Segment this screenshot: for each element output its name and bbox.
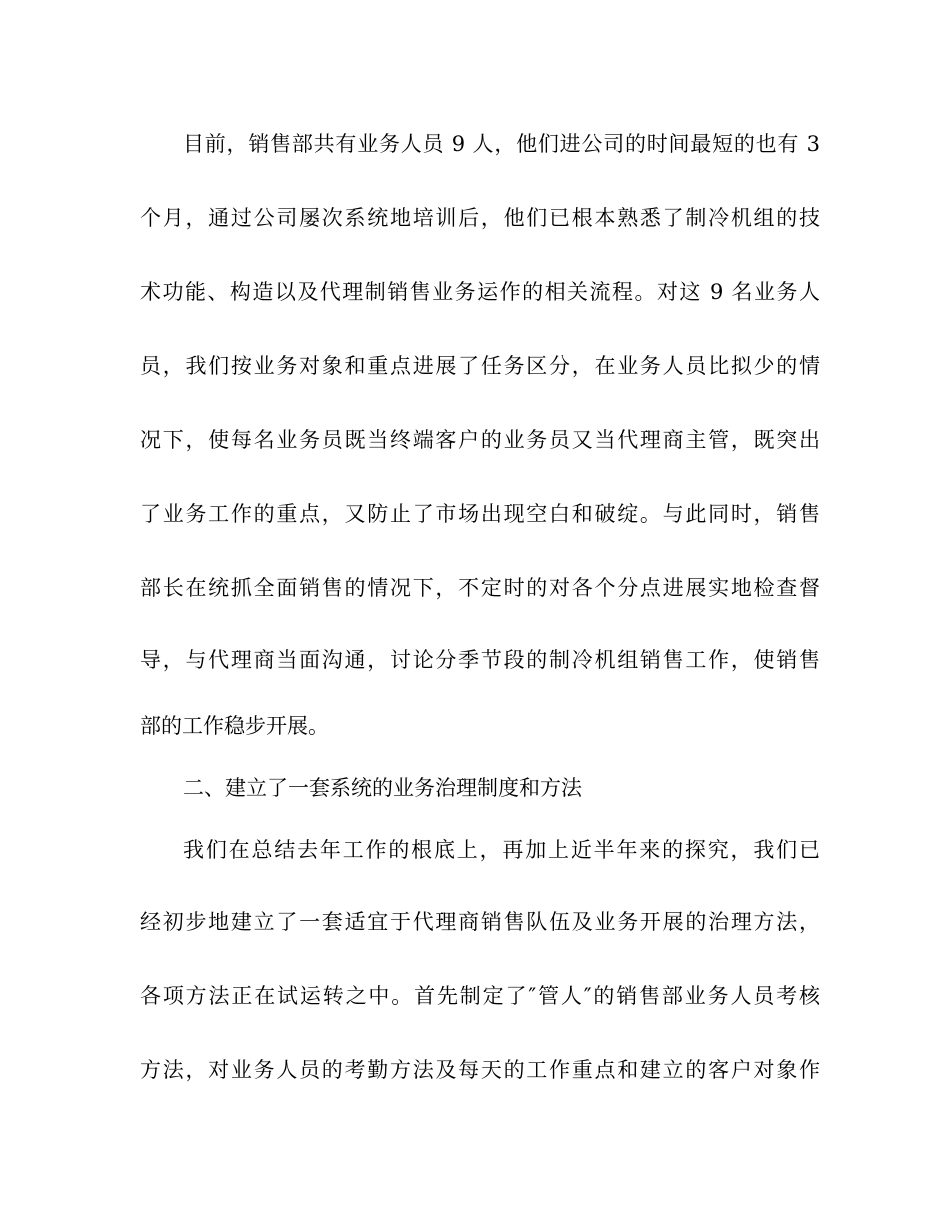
paragraph-1-line-3: 术功能、构造以及代理制销售业务运作的相关流程。对这 9 名业务人	[140, 280, 820, 304]
paragraph-2-line-1: 我们在总结去年工作的根底上，再加上近半年来的探究，我们已	[183, 838, 820, 862]
paragraph-1-line-2: 个月，通过公司屡次系统地培训后，他们已根本熟悉了制冷机组的技	[140, 206, 820, 230]
paragraph-1-line-1: 目前，销售部共有业务人员 9 人，他们进公司的时间最短的也有 3	[183, 132, 820, 156]
paragraph-2-line-4: 方法，对业务人员的考勤方法及每天的工作重点和建立的客户对象作	[140, 1058, 820, 1082]
section-heading: 二、建立了一套系统的业务治理制度和方法	[183, 776, 582, 800]
paragraph-1-line-4: 员，我们按业务对象和重点进展了任务区分，在业务人员比拟少的情	[140, 354, 820, 378]
paragraph-2-line-3: 各项方法正在试运转之中。首先制定了″管人″的销售部业务人员考核	[140, 984, 820, 1008]
paragraph-2-line-2: 经初步地建立了一套适宜于代理商销售队伍及业务开展的治理方法，	[140, 910, 820, 934]
paragraph-1-line-5: 况下，使每名业务员既当终端客户的业务员又当代理商主管，既突出	[140, 428, 820, 452]
paragraph-1-line-9: 部的工作稳步开展。	[140, 714, 329, 738]
paragraph-1-line-6: 了业务工作的重点，又防止了市场出现空白和破绽。与此同时，销售	[140, 502, 820, 526]
paragraph-1-line-8: 导，与代理商当面沟通，讨论分季节段的制冷机组销售工作，使销售	[140, 648, 820, 672]
paragraph-1-line-7: 部长在统抓全面销售的情况下，不定时的对各个分点进展实地检查督	[140, 576, 820, 600]
